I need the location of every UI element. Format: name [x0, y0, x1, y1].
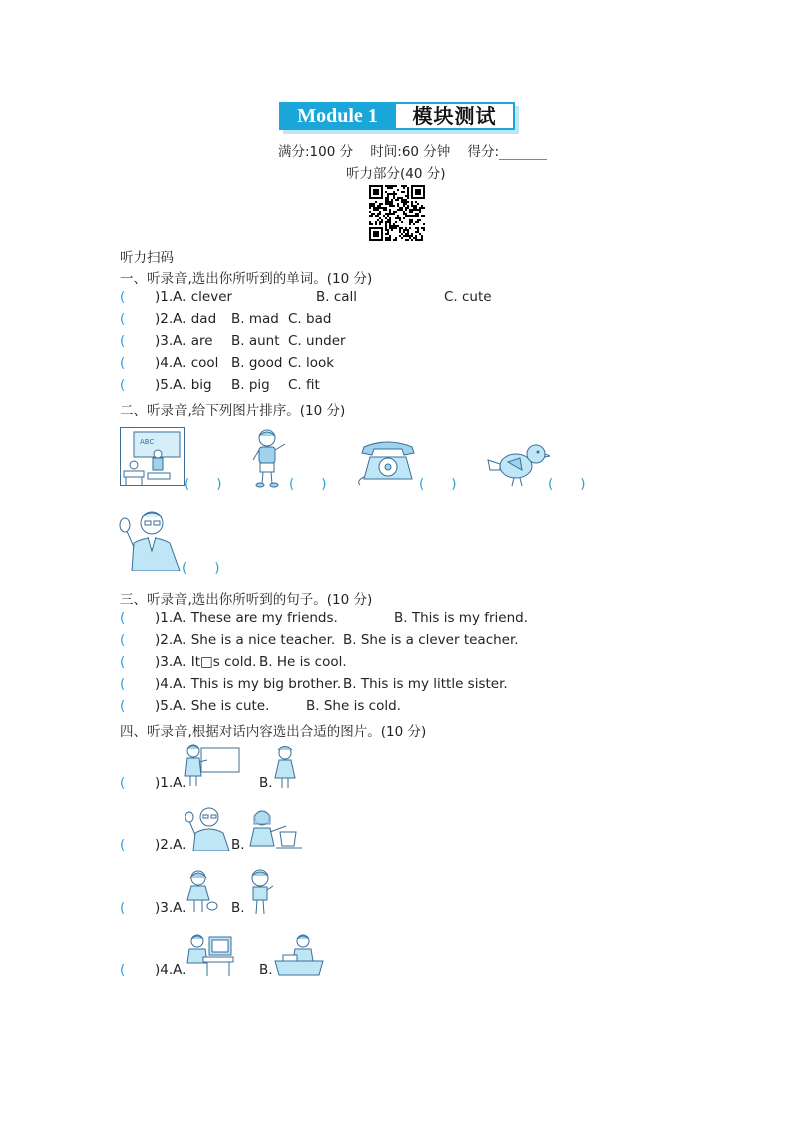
qr-code[interactable] — [369, 185, 425, 241]
option-a: )1.A. clever — [155, 289, 233, 305]
boy-picture — [249, 428, 289, 488]
get-label: 得分: — [467, 144, 500, 160]
qr-caption: 听力扫码 — [120, 250, 174, 266]
s4-q4-picture-b — [273, 931, 325, 977]
option-c: C. fit — [288, 377, 320, 393]
time-label: 时间:60 分钟 — [370, 144, 451, 160]
answer-paren[interactable]: ( — [120, 676, 126, 692]
picture-option-b: B. — [259, 775, 273, 791]
picture-option-b: B. — [231, 900, 245, 916]
option-c: C. bad — [288, 311, 332, 327]
s4-q2-picture-b — [246, 806, 302, 850]
sentence-b: B. This is my little sister. — [343, 676, 508, 692]
option-b: B. call — [316, 289, 358, 305]
title-module: Module 1 — [281, 104, 394, 128]
sentence-a: )1.A. These are my friends. — [155, 610, 338, 626]
picture-option-b: B. — [259, 962, 273, 978]
section2-paren-4[interactable]: ( ) — [548, 476, 586, 492]
score-blank[interactable] — [499, 145, 547, 160]
sentence-b: B. He is cool. — [259, 654, 347, 670]
section2-heading: 二、听录音,给下列图片排序。(10 分) — [120, 403, 346, 419]
section2-paren-5[interactable]: ( ) — [182, 560, 220, 576]
sentence-b: B. She is cold. — [306, 698, 401, 714]
answer-paren[interactable]: ( — [120, 355, 126, 371]
option-c: C. under — [288, 333, 346, 349]
answer-paren[interactable]: ( — [120, 698, 126, 714]
answer-paren[interactable]: ( — [120, 900, 126, 916]
option-a: )2.A. dad — [155, 311, 217, 327]
sentence-b: B. She is a clever teacher. — [343, 632, 519, 648]
svg-text:ABC: ABC — [140, 438, 155, 446]
title-banner — [279, 102, 515, 130]
answer-paren[interactable]: ( — [120, 610, 126, 626]
grandpa-picture — [118, 507, 184, 571]
score-line — [278, 140, 547, 160]
answer-paren[interactable]: ( — [120, 377, 126, 393]
option-a: )3.A. are — [155, 333, 213, 349]
sentence-a: )5.A. She is cute. — [155, 698, 270, 714]
answer-paren[interactable]: ( — [120, 962, 126, 978]
option-b: B. good — [231, 355, 283, 371]
section2-paren-2[interactable]: ( ) — [289, 476, 327, 492]
classroom-picture — [120, 427, 186, 487]
bird-picture — [486, 440, 550, 488]
telephone-picture — [356, 437, 420, 487]
answer-paren[interactable]: ( — [120, 333, 126, 349]
s4-q3-picture-a — [184, 868, 218, 914]
option-b: B. aunt — [231, 333, 280, 349]
s4-q3-picture-b — [246, 868, 274, 916]
option-c: C. cute — [444, 289, 492, 305]
section3-heading: 三、听录音,选出你所听到的句子。(10 分) — [120, 592, 373, 608]
section4-heading: 四、听录音,根据对话内容选出合适的图片。(10 分) — [120, 724, 427, 740]
section2-paren-1[interactable]: ( ) — [184, 476, 222, 492]
answer-paren[interactable]: ( — [120, 311, 126, 327]
answer-paren[interactable]: ( — [120, 632, 126, 648]
s4-q1-picture-b — [272, 744, 298, 792]
sentence-a: )2.A. She is a nice teacher. — [155, 632, 336, 648]
section2-paren-3[interactable]: ( ) — [419, 476, 457, 492]
option-a: )4.A. cool — [155, 355, 219, 371]
picture-option-b: B. — [231, 837, 245, 853]
sentence-a: )4.A. This is my big brother. — [155, 676, 342, 692]
score-label: 满分:100 分 — [278, 144, 354, 160]
s4-q2-picture-a — [185, 805, 231, 851]
answer-paren[interactable]: ( — [120, 289, 126, 305]
picture-option-a: )1.A. — [155, 775, 187, 791]
title-cn: 模块测试 — [396, 104, 513, 128]
option-a: )5.A. big — [155, 377, 212, 393]
picture-option-a: )4.A. — [155, 962, 187, 978]
sentence-b: B. This is my friend. — [394, 610, 529, 626]
option-b: B. pig — [231, 377, 270, 393]
picture-option-a: )3.A. — [155, 900, 187, 916]
option-c: C. look — [288, 355, 335, 371]
answer-paren[interactable]: ( — [120, 837, 126, 853]
section1-heading: 一、听录音,选出你所听到的单词。(10 分) — [120, 271, 373, 287]
answer-paren[interactable]: ( — [120, 775, 126, 791]
sentence-a: )3.A. It□s cold. — [155, 654, 257, 670]
listening-part-label: 听力部分(40 分) — [346, 166, 446, 182]
s4-q1-picture-a — [183, 742, 241, 788]
answer-paren[interactable]: ( — [120, 654, 126, 670]
option-b: B. mad — [231, 311, 279, 327]
picture-option-a: )2.A. — [155, 837, 187, 853]
s4-q4-picture-a — [185, 931, 235, 977]
